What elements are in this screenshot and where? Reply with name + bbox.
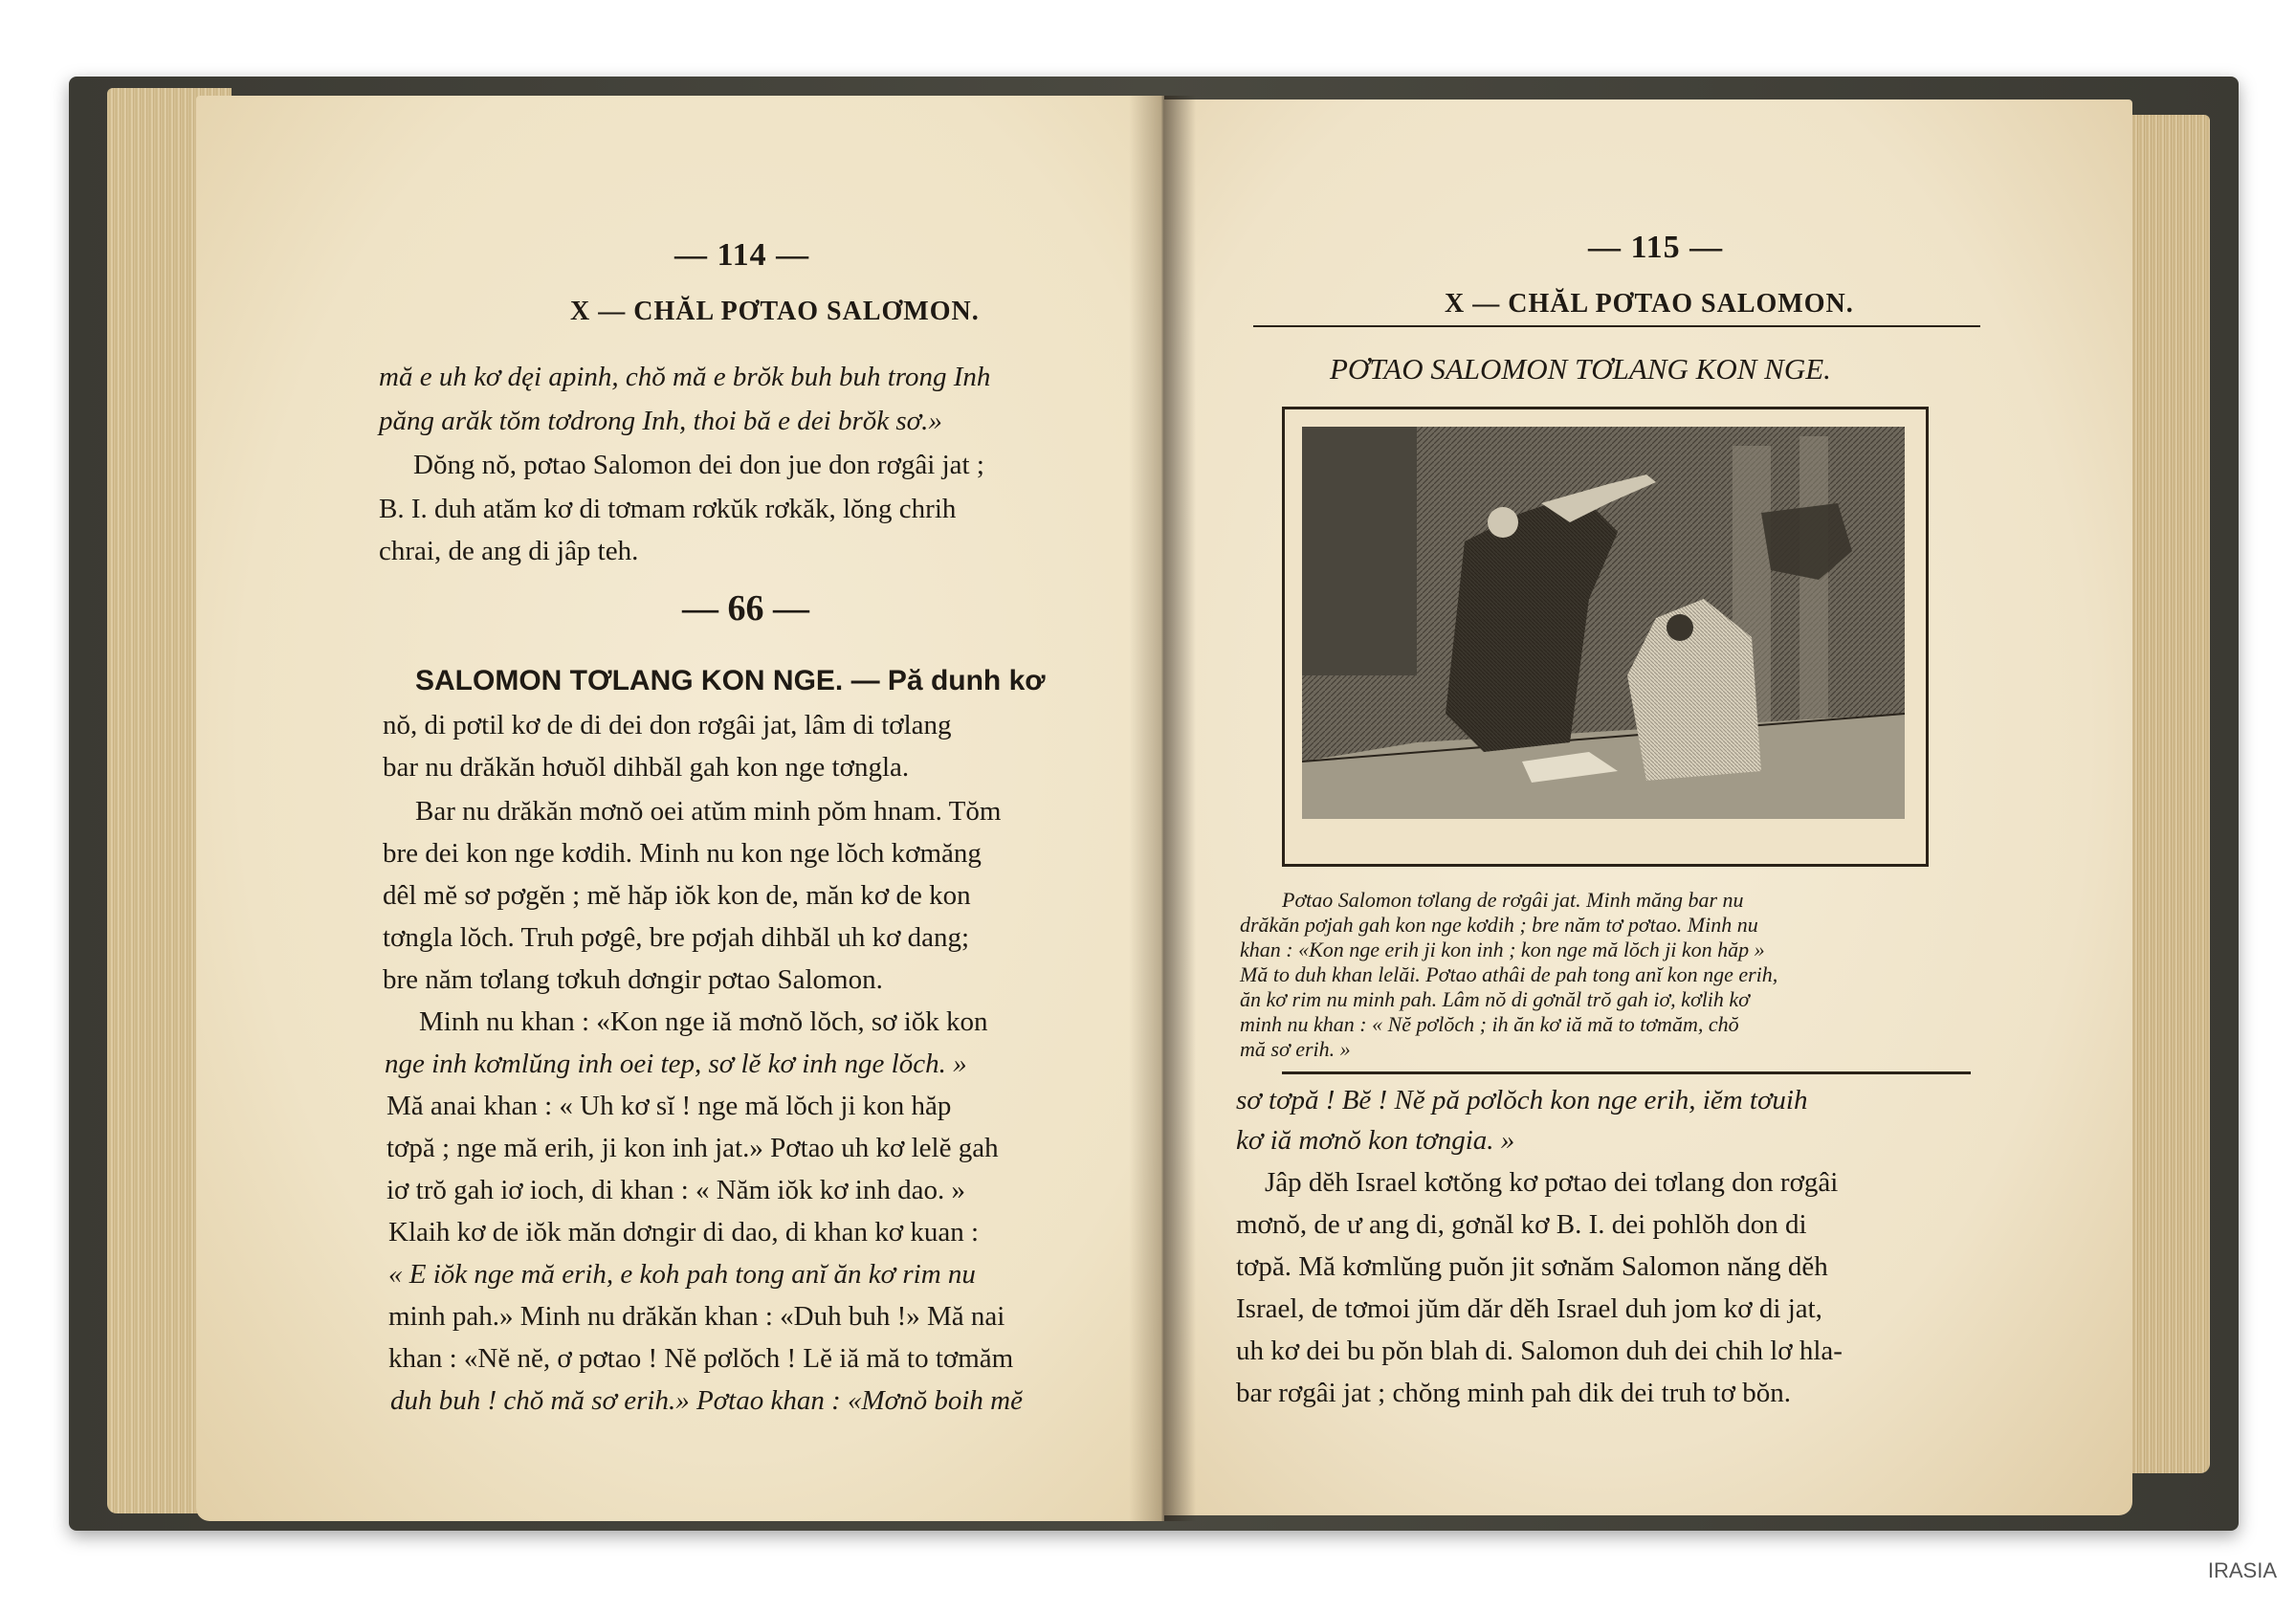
left-running-header: X — CHĂL PƠTAO SALƠMON. (570, 297, 980, 326)
left-line-22: khan : «Nĕ nĕ, ơ pơtao ! Nĕ pơlŏch ! Lĕ iă mă to tơmăm (388, 1343, 1014, 1374)
right-line-6: Israel, de tơmoi jŭm dăr dĕh Israel duh jom kơ di jat, (1236, 1293, 1822, 1324)
left-line-18: iơ trŏ gah iơ ioch, di khan : « Năm iŏk kơ inh dao. » (386, 1175, 965, 1205)
caption-line-7: mă sơ erih. » (1240, 1037, 1351, 1061)
left-line-1: mă e uh kơ dęi apinh, chŏ mă e brŏk buh buh trong Inh (379, 362, 991, 392)
left-line-14: Minh nu khan : «Kon nge iă mơnŏ lŏch, sơ iŏk kon (419, 1006, 988, 1037)
caption-rule (1282, 1071, 1971, 1074)
right-line-7: uh kơ dei bu pŏn blah di. Salomon duh dei chih lơ hla- (1236, 1336, 1843, 1366)
left-page-number: — 114 — (674, 237, 810, 273)
caption-line-6: minh nu khan : « Nĕ pơlŏch ; ih ăn kơ iă mă to tơmăm, chŏ (1240, 1012, 1739, 1036)
left-line-15: nge inh kơmlŭng inh oei tep, sơ lĕ kơ inh nge lŏch. » (385, 1049, 967, 1079)
caption-line-2: drăkăn pơjah gah kon nge kơdih ; bre năm tơ pơtao. Minh nu (1240, 913, 1758, 937)
section-title: SALOMON TƠLANG KON NGE. — Pă dunh kơ (415, 665, 1046, 696)
left-line-6 (415, 664, 1046, 698)
left-line-9: Bar nu drăkăn mơnŏ oei atŭm minh pŏm hnam. Tŏm (415, 796, 1002, 827)
right-line-4: mơnŏ, de ư ang di, gơnăl kơ B. I. dei pohlŏh don di (1236, 1209, 1807, 1240)
caption-line-3: khan : «Kon nge erih ji kon inh ; kon nge mă lŏch ji kon hăp » (1240, 938, 1765, 961)
left-line-17: tơpă ; nge mă erih, ji kon inh jat.» Pơtao uh kơ lelĕ gah (386, 1133, 999, 1163)
left-line-3: Dŏng nŏ, pơtao Salomon dei don jue don rơgâi jat ; (413, 450, 984, 480)
left-line-21: minh pah.» Minh nu drăkăn khan : «Duh buh !» Mă nai (388, 1301, 1005, 1332)
header-rule (1253, 325, 1980, 327)
right-line-8: bar rơgâi jat ; chŏng minh pah dik dei truh tơ bŏn. (1236, 1378, 1791, 1408)
engraving-illustration (1282, 407, 1929, 867)
left-line-10: bre dei kon nge kơdih. Minh nu kon nge lŏch kơmăng (383, 838, 982, 869)
left-line-11: dêl mĕ sơ pơgĕn ; mĕ hăp iŏk kon de, măn kơ de kon (383, 880, 971, 911)
caption-line-5: ăn kơ rim nu minh pah. Lâm nŏ di gơnăl trŏ gah iơ, kơlih kơ (1240, 987, 1750, 1011)
caption-line-4: Mă to duh khan lelăi. Pơtao athâi de pah tong anĭ kon nge erih, (1240, 962, 1778, 986)
left-line-12: tơngla lŏch. Truh pơgê, bre pơjah dihbăl uh kơ dang; (383, 922, 970, 953)
watermark: IRASIA (2207, 1558, 2277, 1582)
left-line-23: duh buh ! chŏ mă sơ erih.» Pơtao khan : «Mơnŏ boih mĕ (390, 1385, 1023, 1416)
section-number: — 66 — (682, 588, 809, 629)
book-gutter (1129, 96, 1196, 1521)
left-line-2: păng arăk tŏm tơdrong Inh, thoi bă e dei brŏk sơ.» (379, 406, 942, 436)
left-line-19: Klaih kơ de iŏk măn dơngir di dao, di khan kơ kuan : (388, 1217, 980, 1248)
right-page-number: — 115 — (1588, 230, 1724, 265)
left-line-20: « E iŏk nge mă erih, e koh pah tong anĭ ăn kơ rim nu (388, 1259, 976, 1290)
right-line-5: tơpă. Mă kơmlŭng puŏn jit sơnăm Salomon năng dĕh (1236, 1251, 1828, 1282)
judgment-of-solomon-engraving (1302, 427, 1905, 819)
left-line-8: bar nu drăkăn hơuŏl dihbăl gah kon nge tơngla. (383, 752, 910, 783)
illustration-title: PƠTAO SALOMON TƠLANG KON NGE. (1330, 352, 1831, 386)
left-line-13: bre năm tơlang tơkuh dơngir pơtao Salomon. (383, 964, 883, 995)
right-line-1: sơ tơpă ! Bĕ ! Nĕ pă pơlŏch kon nge erih, iĕm tơuih (1236, 1085, 1808, 1115)
left-line-4: B. I. duh atăm kơ di tơmam rơkŭk rơkăk, lŏng chrih (379, 494, 957, 524)
right-running-header: X — CHĂL PƠTAO SALOMON. (1445, 289, 1854, 319)
left-line-16: Mă anai khan : « Uh kơ sĭ ! nge mă lŏch ji kon hăp (386, 1091, 952, 1121)
caption-line-1: Pơtao Salomon tơlang de rơgâi jat. Minh măng bar nu (1282, 888, 1744, 912)
left-line-5: chrai, de ang di jâp teh. (379, 536, 639, 566)
left-line-7: nŏ, di pơtil kơ de di dei don rơgâi jat, lâm di tơlang (383, 710, 952, 740)
right-line-2: kơ iă mơnŏ kon tơngia. » (1236, 1125, 1515, 1156)
right-line-3: Jâp dĕh Israel kơtŏng kơ pơtao dei tơlang don rơgâi (1265, 1167, 1839, 1198)
